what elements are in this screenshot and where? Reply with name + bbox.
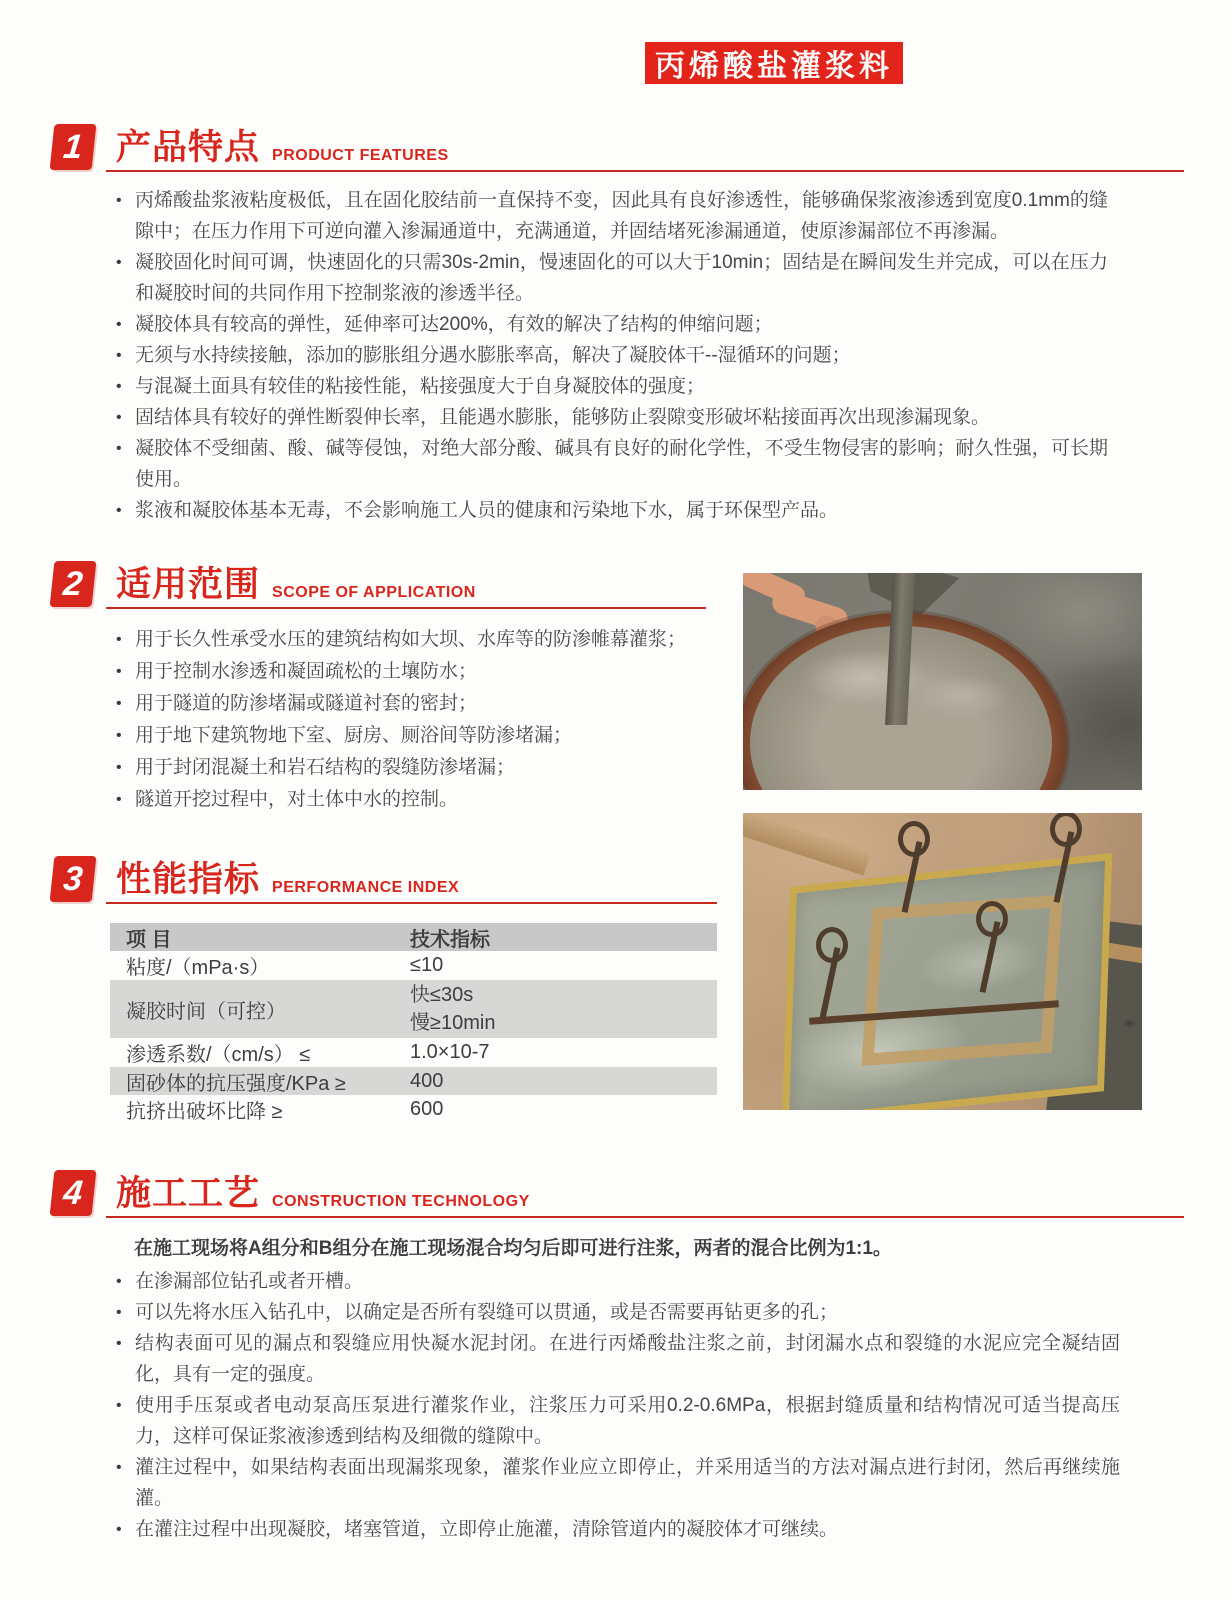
wood-plank bbox=[743, 813, 871, 876]
bullet-item: • 用于控制水渗透和凝固疏松的土壤防水； bbox=[108, 656, 728, 688]
bullet-item: • 用于地下建筑物地下室、厨房、厕浴间等防渗堵漏； bbox=[108, 720, 728, 752]
table-cell-item: 凝胶时间（可控） bbox=[126, 1000, 286, 1023]
section-number-badge: 2 bbox=[50, 561, 97, 607]
section-subtitle: PERFORMANCE INDEX bbox=[272, 879, 460, 896]
bullet-item: • 用于隧道的防渗堵漏或隧道衬套的密封； bbox=[108, 688, 728, 720]
bullet-item: • 可以先将水压入钻孔中，以确定是否所有裂缝可以贯通，或是否需要再钻更多的孔； bbox=[108, 1297, 1120, 1328]
table-row bbox=[110, 1095, 717, 1124]
bullet-item: • 灌注过程中，如果结构表面出现漏浆现象，灌浆作业应立即停止，并采用适当的方法对漏点进行封闭，然后再继续施灌。 bbox=[108, 1452, 1120, 1514]
table-cell-value: ≤10 bbox=[410, 954, 444, 976]
construction-intro: 在施工现场将A组分和B组分在施工现场混合均匀后即可进行注浆，两者的混合比例为1:1。 bbox=[134, 1238, 892, 1259]
section-construction-header bbox=[52, 1170, 530, 1216]
section-number-badge: 1 bbox=[50, 124, 97, 170]
table-cell-item: 抗挤出破坏比降 ≥ bbox=[126, 1101, 283, 1123]
section-divider bbox=[106, 607, 706, 609]
table-cell-value: 400 bbox=[410, 1069, 444, 1092]
bullet-item: • 在灌注过程中出现凝胶，堵塞管道，立即停止施灌，清除管道内的凝胶体才可继续。 bbox=[108, 1514, 1120, 1545]
bullet-item: • 凝胶体具有较高的弹性，延伸率可达200%，有效的解决了结构的伸缩问题； bbox=[108, 309, 1108, 340]
section-subtitle: PRODUCT FEATURES bbox=[272, 147, 449, 164]
scope-bullet-list bbox=[108, 624, 728, 816]
section-scope-header bbox=[52, 561, 476, 607]
section-title: 产品特点 bbox=[116, 128, 261, 167]
table-row bbox=[110, 1038, 717, 1067]
bullet-item: • 使用手压泵或者电动泵高压泵进行灌浆作业，注浆压力可采用0.2-0.6MPa，根据封缝质量和结构情况可适当提高压力，这样可保证浆液渗透到结构及细微的缝隙中。 bbox=[108, 1390, 1120, 1452]
anchor-loop bbox=[1035, 815, 1095, 910]
anchor-loop bbox=[961, 905, 1021, 1000]
table-cell-value bbox=[410, 981, 717, 1037]
page-title: 丙烯酸盐灌浆料 bbox=[645, 42, 903, 84]
table-cell-value-line: 快≤30s bbox=[410, 984, 474, 1006]
bullet-item: • 结构表面可见的漏点和裂缝应用快凝水泥封闭。在进行丙烯酸盐注浆之前，封闭漏水点和裂缝的水泥应完全凝结固化，具有一定的强度。 bbox=[108, 1328, 1120, 1390]
bullet-item: • 无须与水持续接触，添加的膨胀组分遇水膨胀率高，解决了凝胶体干--湿循环的问题； bbox=[108, 340, 1108, 371]
grout-mixing-photo bbox=[743, 573, 1142, 790]
section-performance-header bbox=[52, 856, 459, 902]
table-cell-value: 600 bbox=[410, 1098, 444, 1120]
bullet-item: • 隧道开挖过程中，对土体中水的控制。 bbox=[108, 784, 728, 816]
table-header-row bbox=[110, 923, 717, 951]
table-header-item: 项 目 bbox=[126, 928, 172, 951]
bullet-item: • 凝胶固化时间可调，快速固化的只需30s-2min，慢速固化的可以大于10min；固结是在瞬间发生并完成，可以在压力和凝胶时间的共同作用下控制浆液的渗透半径。 bbox=[108, 247, 1108, 309]
bullet-item: • 与混凝土面具有较佳的粘接性能，粘接强度大于自身凝胶体的强度； bbox=[108, 371, 1108, 402]
table-cell-value: 1.0×10-7 bbox=[410, 1041, 490, 1063]
construction-bullet-list bbox=[108, 1266, 1120, 1545]
table-row bbox=[110, 1067, 717, 1095]
bullet-item: • 用于长久性承受水压的建筑结构如大坝、水库等的防渗帷幕灌浆； bbox=[108, 624, 728, 656]
section-title: 性能指标 bbox=[116, 860, 261, 899]
table-cell-value-line: 慢≥10min bbox=[410, 1012, 496, 1034]
table-header-value: 技术指标 bbox=[410, 928, 490, 951]
performance-table bbox=[110, 923, 717, 1124]
bullet-item: • 固结体具有较好的弹性断裂伸长率，且能遇水膨胀，能够防止裂隙变形破坏粘接面再次出现渗漏现象。 bbox=[108, 402, 1108, 433]
section-features-header bbox=[52, 124, 449, 170]
section-subtitle: CONSTRUCTION TECHNOLOGY bbox=[272, 1193, 530, 1210]
features-bullet-list bbox=[108, 185, 1108, 526]
section-divider bbox=[106, 902, 717, 904]
table-cell-item: 粘度/（mPa·s） bbox=[126, 957, 270, 979]
section-subtitle: SCOPE OF APPLICATION bbox=[272, 584, 476, 601]
formwork-grouting-photo bbox=[743, 813, 1142, 1110]
bullet-item: • 在渗漏部位钻孔或者开槽。 bbox=[108, 1266, 1120, 1297]
table-cell-item: 固砂体的抗压强度/KPa ≥ bbox=[126, 1072, 346, 1095]
bullet-item: • 浆液和凝胶体基本无毒，不会影响施工人员的健康和污染地下水，属于环保型产品。 bbox=[108, 495, 1108, 526]
table-row bbox=[110, 951, 717, 980]
section-number-badge: 3 bbox=[50, 856, 97, 902]
section-title: 施工工艺 bbox=[116, 1174, 261, 1213]
section-divider bbox=[106, 170, 1184, 172]
bullet-item: • 凝胶体不受细菌、酸、碱等侵蚀，对绝大部分酸、碱具有良好的耐化学性，不受生物侵害的影响；耐久性强，可长期使用。 bbox=[108, 433, 1108, 495]
section-number-badge: 4 bbox=[50, 1170, 97, 1216]
table-cell-item: 渗透系数/（cm/s） ≤ bbox=[126, 1044, 311, 1066]
table-row bbox=[110, 980, 717, 1038]
section-title: 适用范围 bbox=[116, 565, 261, 604]
bullet-item: • 用于封闭混凝土和岩石结构的裂缝防渗堵漏； bbox=[108, 752, 728, 784]
section-divider bbox=[106, 1216, 1184, 1218]
anchor-loop bbox=[801, 931, 861, 1026]
anchor-loop bbox=[883, 825, 943, 920]
bullet-item: • 丙烯酸盐浆液粘度极低，且在固化胶结前一直保持不变，因此具有良好渗透性，能够确保浆液渗透到宽度0.1mm的缝隙中；在压力作用下可逆向灌入渗漏通道中，充满通道，并固结堵死渗漏通道，使原渗漏部位不再渗漏。 bbox=[108, 185, 1108, 247]
